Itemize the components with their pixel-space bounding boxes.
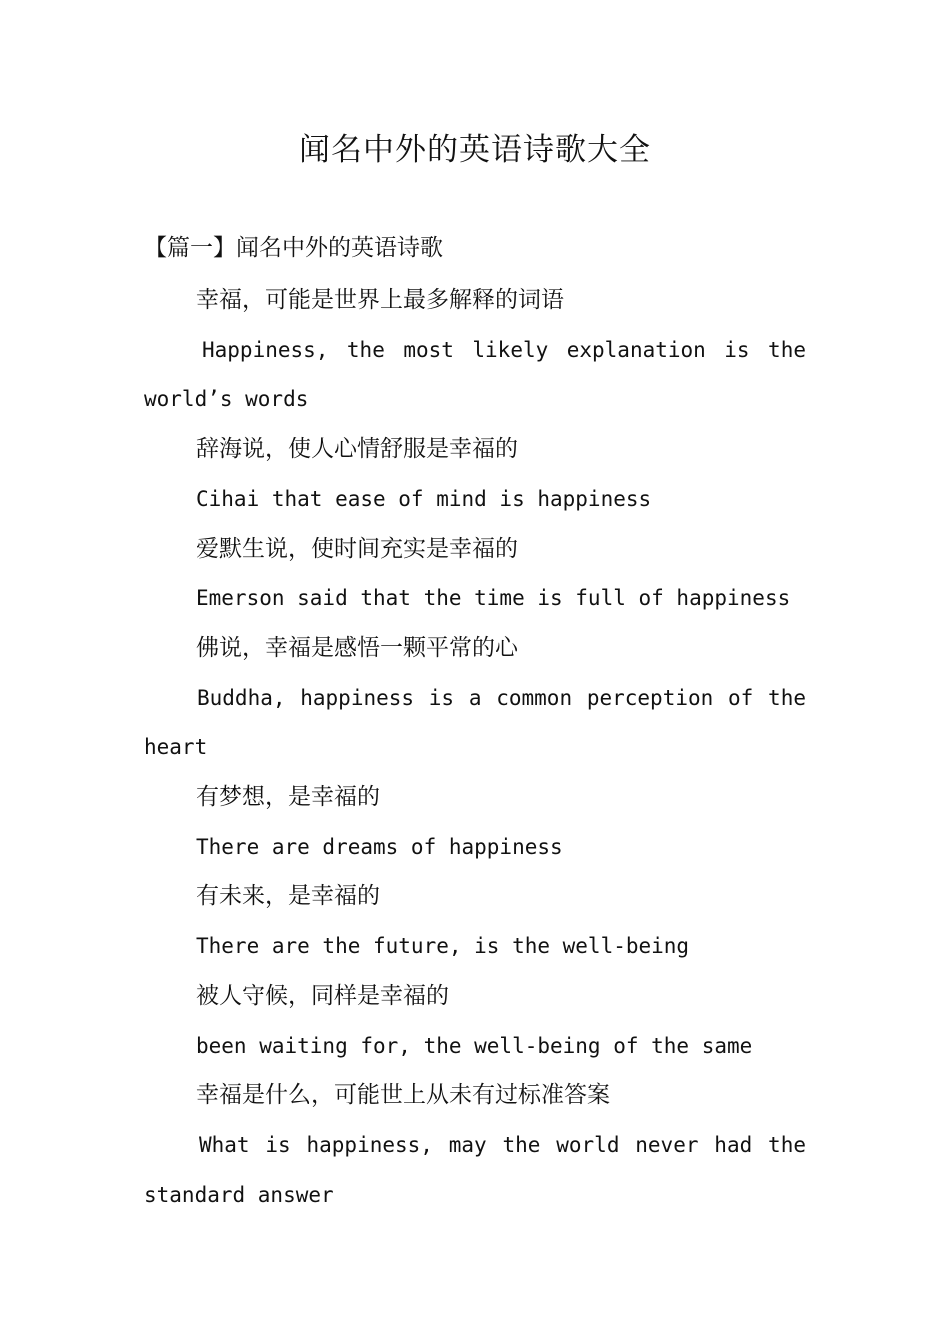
poem-line: 有梦想，是幸福的 [196, 784, 380, 811]
poem-line: 被人守候，同样是幸福的 [196, 982, 449, 1009]
poem-line: Emerson said that the time is full of happiness [196, 586, 791, 611]
poem-line: Cihai that ease of mind is happiness [196, 486, 652, 511]
poem-line: There are the future, is the well-being [196, 934, 690, 959]
poem-line: Buddha, happiness is a common perception of the heart [144, 685, 806, 760]
poem-body [144, 276, 806, 1220]
section-heading: 【篇一】闻名中外的英语诗歌 [144, 235, 443, 261]
poem-line: 辞海说，使人心情舒服是幸福的 [196, 436, 518, 463]
poem-line: There are dreams of happiness [196, 834, 563, 859]
poem-line: 幸福是什么，可能世上从未有过标准答案 [196, 1082, 610, 1109]
poem-line: Happiness, the most likely explanation is the world’s words [144, 337, 806, 412]
poem-line: been waiting for, the well-being of the same [196, 1033, 753, 1058]
poem-line: 佛说，幸福是感悟一颗平常的心 [196, 634, 518, 661]
poem-line: 幸福，可能是世界上最多解释的词语 [196, 287, 564, 313]
poem-line: 有未来，是幸福的 [196, 883, 380, 910]
document-title: 闻名中外的英语诗歌大全 [299, 132, 651, 168]
poem-line: What is happiness, may the world never had the standard answer [144, 1132, 806, 1207]
poem-line: 爱默生说，使时间充实是幸福的 [196, 535, 518, 562]
